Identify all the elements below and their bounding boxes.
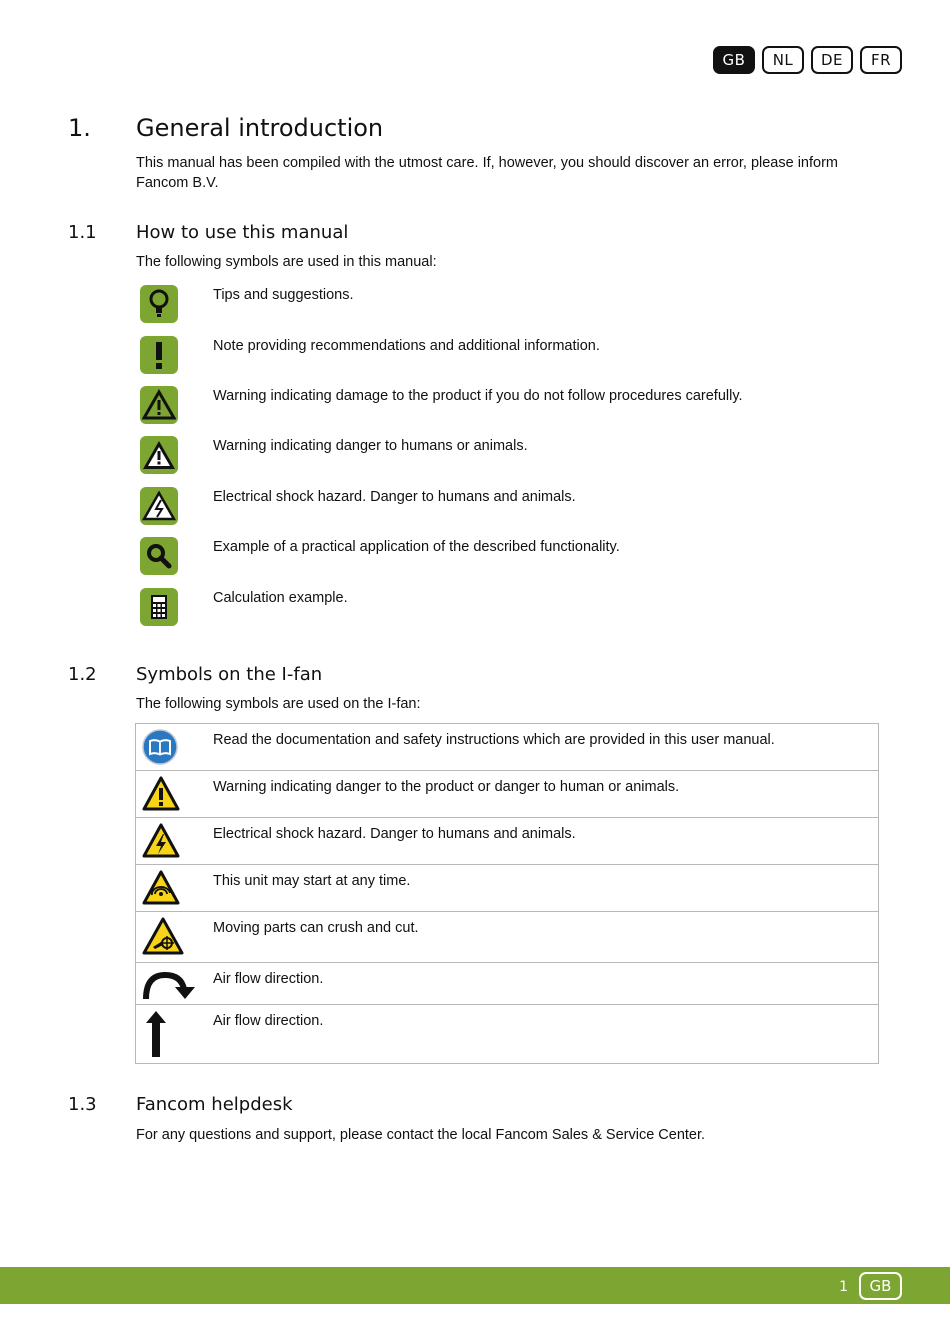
electric-shock-icon bbox=[140, 487, 178, 525]
up-arrow-icon bbox=[141, 1009, 181, 1061]
table-row bbox=[136, 1005, 878, 1063]
language-tabs bbox=[713, 46, 902, 74]
section-1-1-title: How to use this manual bbox=[136, 222, 349, 243]
curved-arrow-icon bbox=[141, 967, 197, 1007]
symbol-text-warning-product: Warning indicating damage to the product if you do not follow procedures carefully. bbox=[213, 388, 743, 404]
symbol-row-note bbox=[136, 336, 876, 382]
section-1-body bbox=[136, 153, 856, 193]
table-cell-text: Air flow direction. bbox=[213, 1013, 324, 1029]
symbol-text-note: Note providing recommendations and additional information. bbox=[213, 338, 600, 354]
symbol-text-electric: Electrical shock hazard. Danger to humans and animals. bbox=[213, 489, 576, 505]
table-row bbox=[136, 865, 878, 912]
section-1-body-line-2: Fancom B.V. bbox=[136, 175, 219, 191]
section-1-body-line-1: This manual has been compiled with the utmost care. If, however, you should discover an error, please inform bbox=[136, 155, 838, 171]
table-row bbox=[136, 771, 878, 818]
symbol-text-tips: Tips and suggestions. bbox=[213, 287, 354, 303]
language-tab-gb[interactable]: GB bbox=[713, 46, 755, 74]
page-footer bbox=[0, 1267, 950, 1304]
crush-hazard-icon bbox=[141, 916, 181, 956]
symbol-row-electric bbox=[136, 487, 876, 533]
lightbulb-icon bbox=[140, 285, 178, 323]
warning-triangle-icon bbox=[141, 775, 181, 815]
section-1-title: General introduction bbox=[136, 114, 384, 142]
table-cell-text: Electrical shock hazard. Danger to humans and animals. bbox=[213, 826, 576, 842]
symbol-text-example: Example of a practical application of the described functionality. bbox=[213, 539, 620, 555]
table-cell-text: Warning indicating danger to the product or danger to human or animals. bbox=[213, 779, 680, 795]
table-row bbox=[136, 963, 878, 1005]
calculator-icon bbox=[140, 588, 178, 626]
table-row bbox=[136, 724, 878, 771]
language-tab-fr[interactable]: FR bbox=[860, 46, 902, 74]
language-tab-nl[interactable]: NL bbox=[762, 46, 804, 74]
section-1-3-number: 1.3 bbox=[68, 1094, 97, 1115]
symbol-row-example bbox=[136, 537, 876, 583]
symbol-text-warning-humans: Warning indicating danger to humans or animals. bbox=[213, 438, 528, 454]
section-1-3-title: Fancom helpdesk bbox=[136, 1094, 293, 1115]
section-1-2-number: 1.2 bbox=[68, 664, 97, 685]
section-1-number: 1. bbox=[68, 114, 91, 142]
magnifier-icon bbox=[140, 537, 178, 575]
table-cell-text: Read the documentation and safety instructions which are provided in this user manual. bbox=[213, 732, 775, 748]
table-cell-text: This unit may start at any time. bbox=[213, 873, 411, 889]
automatic-start-icon bbox=[141, 869, 181, 909]
table-row bbox=[136, 818, 878, 865]
table-cell-text: Air flow direction. bbox=[213, 971, 324, 987]
symbol-row-warning-humans bbox=[136, 436, 876, 482]
section-1-1-intro: The following symbols are used in this manual: bbox=[136, 254, 437, 270]
table-cell-text: Moving parts can crush and cut. bbox=[213, 920, 419, 936]
warning-filled-icon bbox=[140, 436, 178, 474]
section-1-3-body: For any questions and support, please contact the local Fancom Sales & Service Center. bbox=[136, 1127, 706, 1143]
table-row bbox=[136, 912, 878, 963]
footer-language-tab: GB bbox=[859, 1272, 902, 1300]
symbol-text-calculation: Calculation example. bbox=[213, 590, 348, 606]
page-number: 1 bbox=[839, 1279, 848, 1295]
warning-outline-icon bbox=[140, 386, 178, 424]
read-manual-icon bbox=[141, 728, 181, 768]
symbol-row-calculation bbox=[136, 588, 876, 634]
electric-hazard-icon bbox=[141, 822, 181, 862]
exclamation-icon bbox=[140, 336, 178, 374]
symbol-row-tips bbox=[136, 285, 876, 331]
section-1-2-title: Symbols on the I-fan bbox=[136, 664, 323, 685]
section-1-2-intro: The following symbols are used on the I-fan: bbox=[136, 696, 421, 712]
ifan-symbols-table bbox=[135, 723, 879, 1064]
language-tab-de[interactable]: DE bbox=[811, 46, 853, 74]
symbol-row-warning-product bbox=[136, 386, 876, 432]
section-1-1-number: 1.1 bbox=[68, 222, 97, 243]
